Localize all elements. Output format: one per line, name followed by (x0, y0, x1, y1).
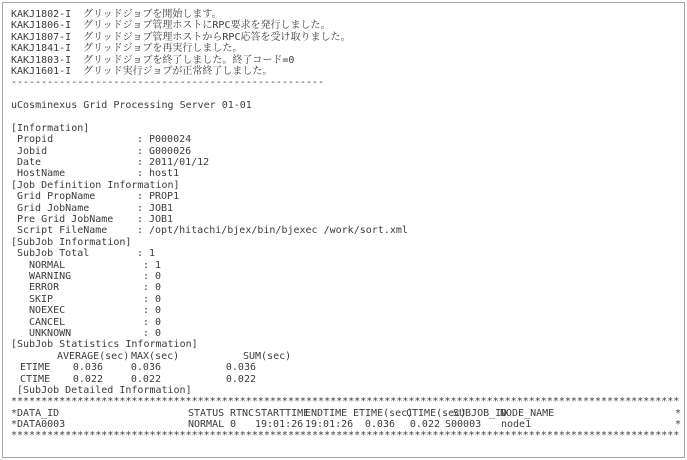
field-label: Propid (17, 134, 54, 146)
field-label: SubJob Total (17, 248, 90, 260)
count-label: SKIP (29, 293, 54, 305)
server-banner: uCosminexus Grid Processing Server 01-01 (11, 100, 252, 112)
colon-separator: : (143, 316, 150, 328)
field-value: host1 (149, 168, 180, 180)
field-value: JOB1 (149, 214, 174, 226)
message-code: KAKJ1807-I (11, 31, 72, 43)
message-text: グリッドジョブ管理ホストにRPC要求を発行しました。 (83, 20, 331, 32)
stats-value-average: 0.036 (72, 362, 103, 374)
section-header-subjob-information: [SubJob Information] (11, 236, 132, 248)
field-row (11, 214, 682, 225)
stats-row-ctime (11, 374, 682, 385)
field-label: Date (17, 157, 42, 169)
colon-separator: : (143, 293, 150, 305)
table-border-bottom: *************************************************************************************************************** (11, 430, 680, 442)
subjob-count-row (11, 328, 682, 339)
count-label: NORMAL (29, 259, 66, 271)
colon-separator: : (137, 191, 144, 203)
field-row (11, 191, 682, 202)
field-value: P000024 (149, 134, 192, 146)
blank-line (11, 89, 682, 100)
count-label: WARNING (29, 270, 72, 282)
console-output (11, 9, 682, 442)
log-line (11, 9, 682, 20)
stats-col-average: AVERAGE(sec) (57, 350, 130, 362)
colon-separator: : (137, 168, 144, 180)
cell-ctime: 0.022 (409, 419, 440, 431)
count-label: UNKNOWN (29, 327, 72, 339)
colon-separator: : (143, 259, 150, 271)
col-endtime: ENDTIME (305, 407, 348, 419)
section-header-subjob-detailed: [SubJob Detailed Information] (17, 384, 192, 396)
cell-starttime: 19:01:26 (255, 419, 304, 431)
message-text: グリッドジョブを開始します。 (83, 9, 222, 20)
stats-value-max: 0.022 (130, 373, 161, 385)
cell-etime: 0.036 (364, 419, 395, 431)
col-status: STATUS (188, 407, 225, 419)
separator-line: ---------------------------------------------------- (11, 77, 325, 89)
table-border-right: * (675, 407, 682, 419)
count-value: 1 (155, 259, 162, 271)
field-row (11, 146, 682, 157)
subjob-total-row (11, 248, 682, 259)
message-text: グリッド実行ジョブが正常終了しました。 (83, 65, 273, 77)
colon-separator: : (137, 248, 144, 260)
col-subjob-id: SUBJOB_ID (453, 407, 508, 419)
field-value: PROP1 (149, 191, 180, 203)
stats-row-etime (11, 362, 682, 373)
section-header-subjob-statistics: [SubJob Statistics Information] (11, 339, 198, 351)
count-label: CANCEL (29, 316, 66, 328)
count-value: 0 (155, 316, 162, 328)
field-value: JOB1 (149, 202, 174, 214)
colon-separator: : (143, 327, 150, 339)
message-code: KAKJ1601-I (11, 65, 72, 77)
col-rtnc: RTNC (230, 407, 255, 419)
field-row (11, 225, 682, 236)
field-row (11, 168, 682, 179)
count-value: 0 (155, 282, 162, 294)
field-row (11, 157, 682, 168)
log-line (11, 55, 682, 66)
blank-line (11, 112, 682, 123)
col-starttime: STARTTIME (255, 407, 310, 419)
console-frame (2, 2, 685, 458)
col-ctime: CTIME(sec) (406, 407, 467, 419)
log-line (11, 20, 682, 31)
colon-separator: : (137, 202, 144, 214)
colon-separator: : (137, 157, 144, 169)
field-label: HostName (17, 168, 66, 180)
cell-rtnc: 0 (230, 419, 237, 431)
message-code: KAKJ1806-I (11, 20, 72, 32)
cell-data-id: *DATA0003 (11, 419, 66, 431)
colon-separator: : (137, 214, 144, 226)
field-label: Jobid (17, 145, 48, 157)
subjob-count-row (11, 271, 682, 282)
stats-value-sum: 0.022 (225, 373, 256, 385)
table-border-top: *************************************************************************************************************** (11, 396, 680, 408)
field-value: 1 (149, 248, 156, 260)
colon-separator: : (143, 282, 150, 294)
colon-separator: : (137, 134, 144, 146)
log-line (11, 66, 682, 77)
field-value: G000026 (149, 145, 192, 157)
count-value: 0 (155, 305, 162, 317)
cell-node-name: node1 (501, 419, 532, 431)
col-node-name: NODE_NAME (500, 407, 555, 419)
table-header-row (11, 408, 682, 419)
field-label: Pre Grid JobName (17, 214, 114, 226)
stats-value-max: 0.036 (130, 362, 161, 374)
message-text: グリッドジョブ管理ホストからRPC応答を受け取りました。 (83, 31, 351, 43)
colon-separator: : (143, 305, 150, 317)
colon-separator: : (143, 270, 150, 282)
log-line (11, 32, 682, 43)
field-value: /opt/hitachi/bjex/bin/bjexec /work/sort.xml (149, 225, 408, 237)
table-data-row (11, 419, 682, 430)
field-label: Grid JobName (17, 202, 90, 214)
count-value: 0 (155, 327, 162, 339)
message-code: KAKJ1841-I (11, 43, 72, 55)
stats-column-headers (11, 351, 682, 362)
count-value: 0 (155, 270, 162, 282)
cell-subjob-id: S00003 (445, 419, 482, 431)
colon-separator: : (137, 225, 144, 237)
count-label: NOEXEC (29, 305, 66, 317)
stats-row-label: CTIME (20, 373, 51, 385)
message-text: グリッドジョブを終了しました。終了コード=0 (83, 54, 295, 66)
message-code: KAKJ1803-I (11, 54, 72, 66)
message-code: KAKJ1802-I (11, 9, 72, 20)
field-label: Grid PropName (17, 191, 96, 203)
section-header-job-definition: [Job Definition Information] (11, 179, 180, 191)
subjob-count-row (11, 260, 682, 271)
cell-status: NORMAL (188, 419, 225, 431)
col-data-id: *DATA_ID (11, 407, 60, 419)
field-row (11, 134, 682, 145)
stats-value-average: 0.022 (72, 373, 103, 385)
field-value: 2011/01/12 (149, 157, 210, 169)
colon-separator: : (137, 145, 144, 157)
col-etime: ETIME(sec) (353, 407, 414, 419)
log-line (11, 43, 682, 54)
field-label: Script FileName (17, 225, 108, 237)
section-header-information: [Information] (11, 122, 90, 134)
table-border-right: * (675, 419, 682, 431)
subjob-count-row (11, 317, 682, 328)
count-label: ERROR (29, 282, 60, 294)
stats-col-max: MAX(sec) (131, 350, 180, 362)
stats-row-label: ETIME (20, 362, 51, 374)
stats-col-sum: SUM(sec) (243, 350, 292, 362)
cell-endtime: 19:01:26 (305, 419, 354, 431)
stats-value-sum: 0.036 (225, 362, 256, 374)
field-row (11, 203, 682, 214)
subjob-count-row (11, 282, 682, 293)
count-value: 0 (155, 293, 162, 305)
subjob-count-row (11, 305, 682, 316)
message-text: グリッドジョブを再実行しました。 (83, 43, 243, 55)
subjob-count-row (11, 294, 682, 305)
